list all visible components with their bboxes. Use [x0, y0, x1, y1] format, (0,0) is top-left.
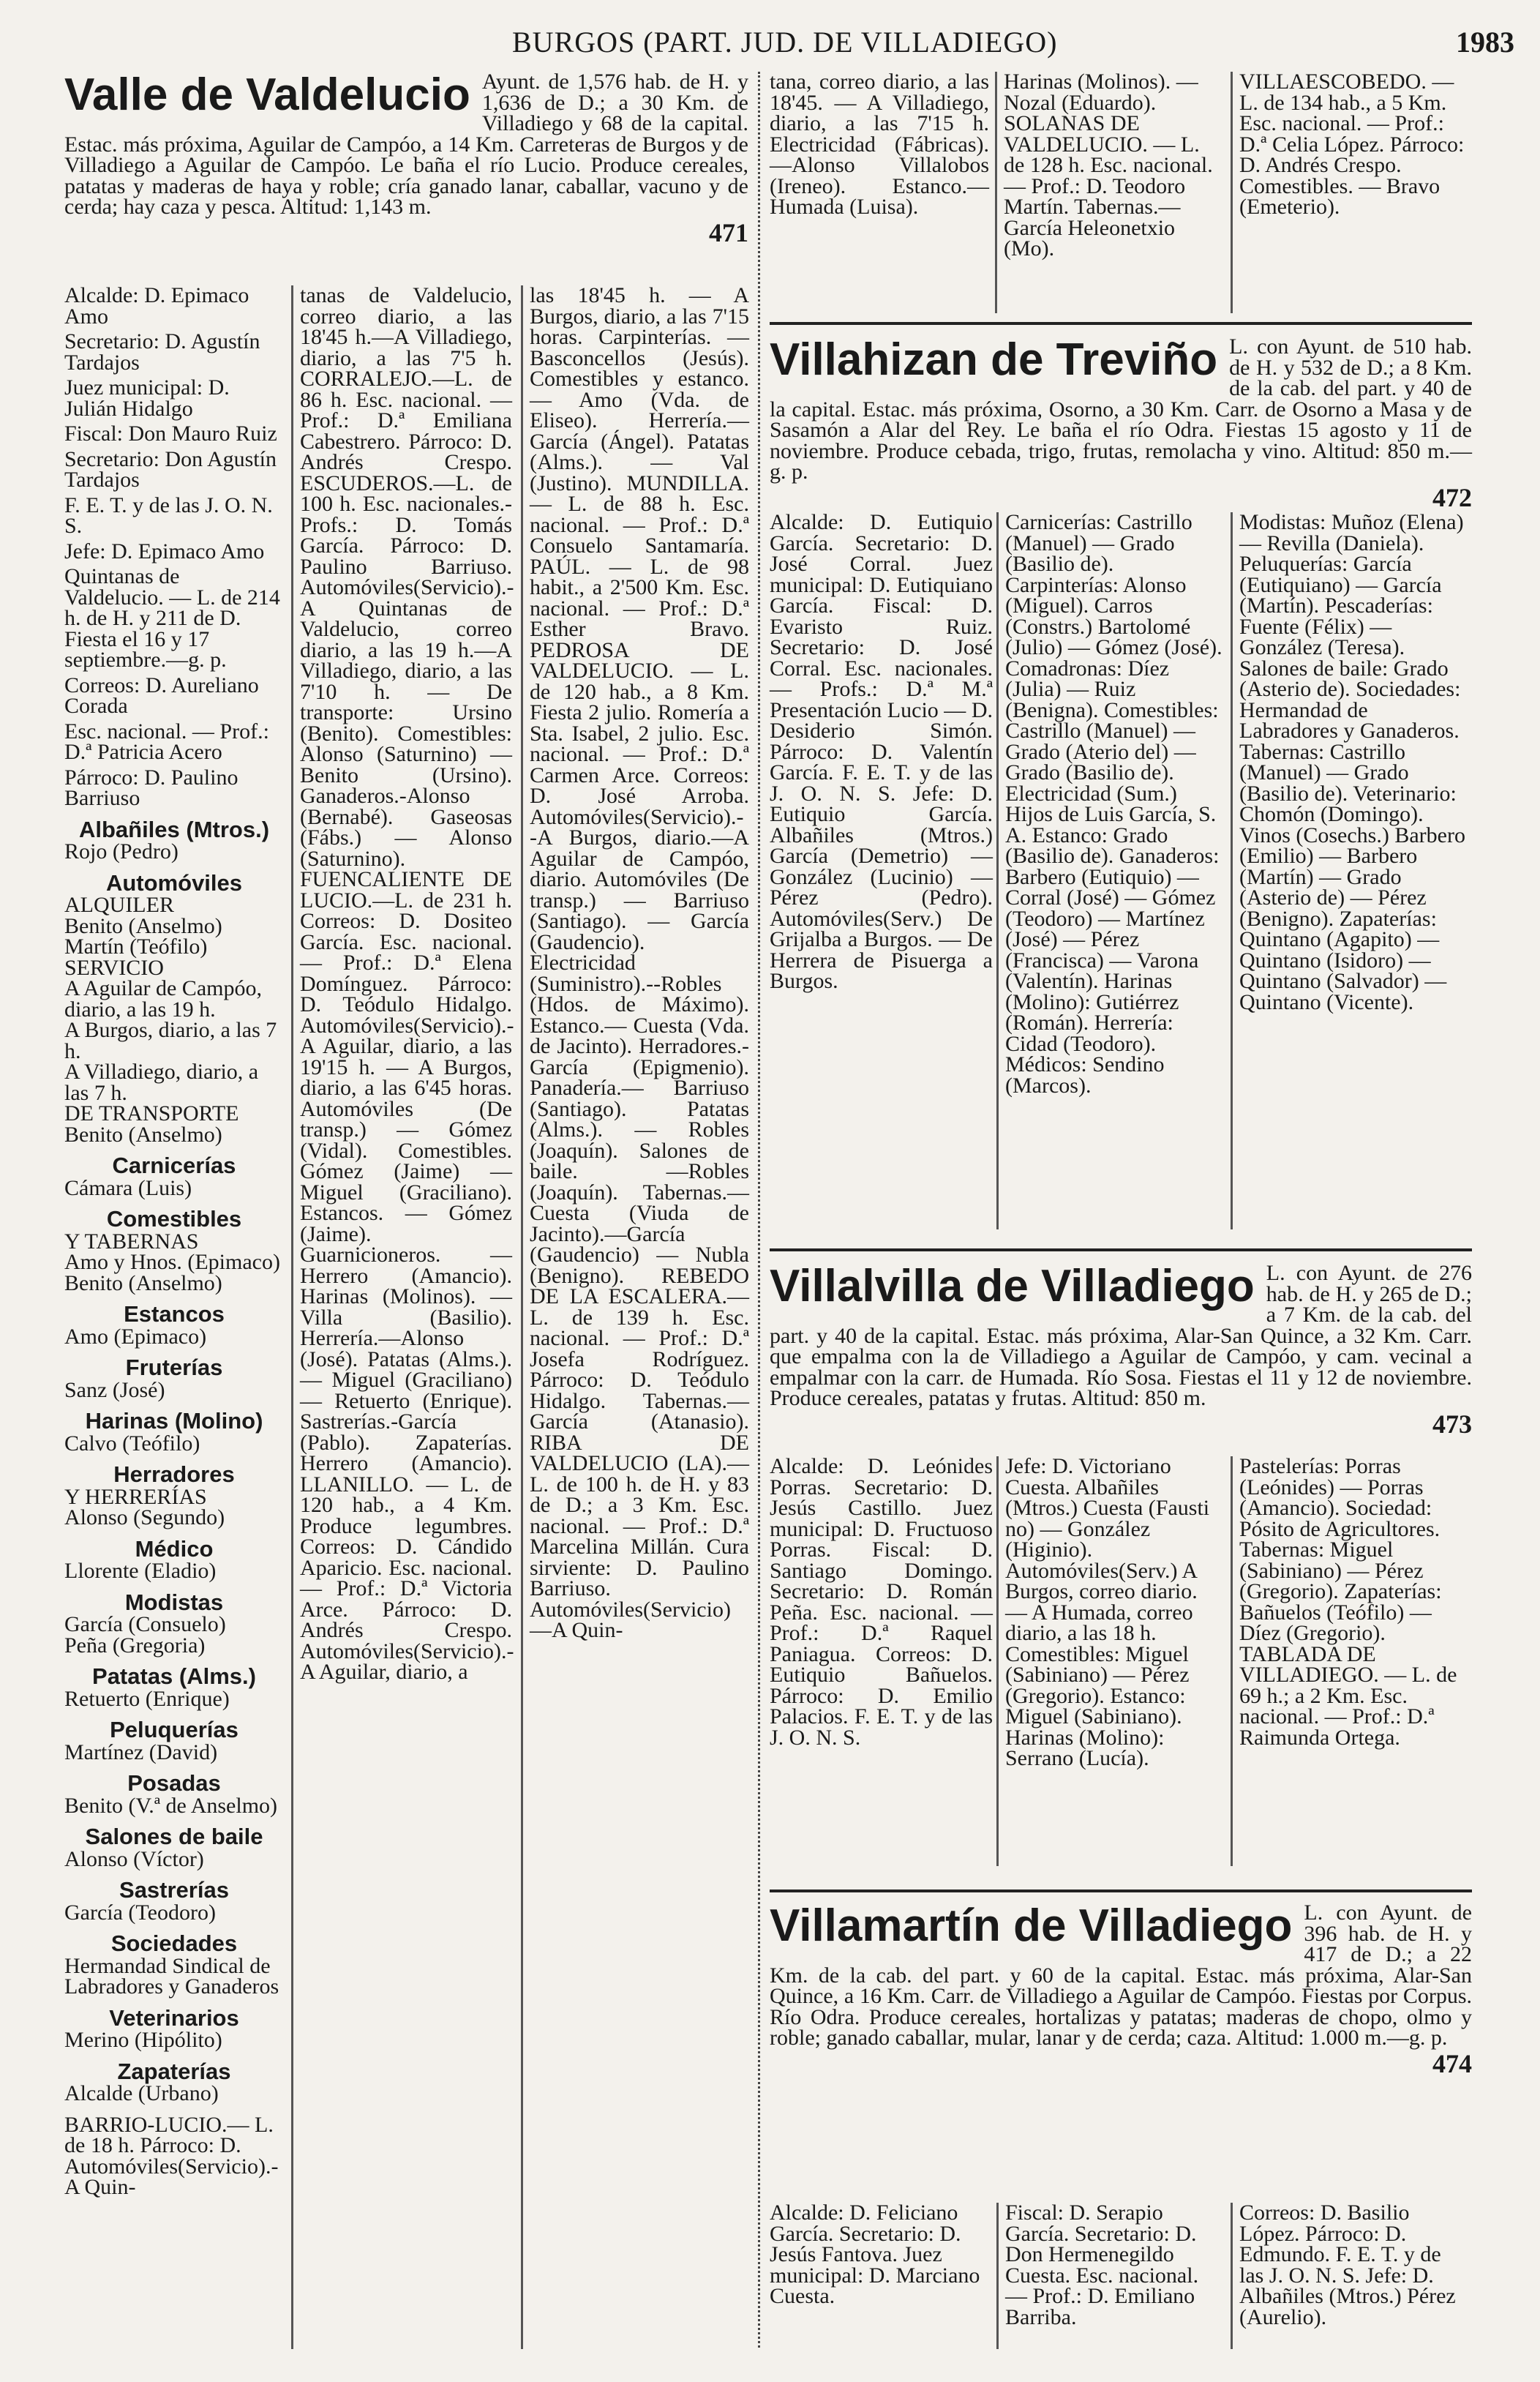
trade-entry: Alcalde (Urbano): [64, 2081, 219, 2105]
section-rule: [770, 1248, 1472, 1251]
villalvilla-title: Villalvilla de Villadiego: [770, 1261, 1255, 1311]
page-divider: [758, 72, 760, 2348]
valle-col4-text: tana, correo diario, a las 18'45. — A Villadiego, diario, a las 7'15 h. Electricidad (Fábricas).—Alonso Villalobos (Ireneo). Estanco.—Humada (Luisa).: [770, 70, 989, 219]
valle-col-6: [1239, 72, 1466, 222]
trade-heading: Médico: [135, 1535, 214, 1562]
trevino-col3-text: Modistas: Muñoz (Elena) — Revilla (Daniela). Peluquerías: García (Eutiquiano) — García (Martín). Pescaderías: Fuente (Félix) — González (Teresa). Salones de baile: Grado (Asterio de). Sociedades: Hermandad de Labradores y Ganaderos. Tabernas: Castrillo (Manuel) — Grado (Basilio de). Veterinario: Chomón (Domingo). Vinos (Cosechs.) Barbero (Emilio) — Barbero (Martín) — Grado (Asterio de) — Pérez (Benigno). Zapaterías: Quintano (Agapito) — Quintano (Isidoro) — Quintano (Salvador) — Quintano (Vicente).: [1239, 510, 1465, 1014]
valle-col-2: [300, 285, 512, 1688]
villalvilla-number: 473: [1432, 1409, 1472, 1439]
villalvilla-intro: L. con Ayunt. de 276 hab. de H. y 265 de D.; a 7 Km. de la cab. del part. y 40 de la capital. Estac. más próxima, Alar-San Quince, a 32 Km. Carr. que empalma con la de Villadiego a Aguilar de Campóo, y cam. vecinal a empalmar con la carr. de Humada. Río Sosa. Fiestas el 11 y 12 de noviembre. Produce cereales, patatas y frutas. Altitud: 850 m.: [770, 1261, 1472, 1410]
villamartin-title: Villamartín de Villadiego: [770, 1900, 1293, 1951]
valle-official-entry: Fiscal: Don Mauro Ruiz: [64, 422, 277, 446]
trade-entry: A Villadiego, diario, a las 7 h.: [64, 1060, 259, 1105]
trade-heading: Fruterías: [125, 1355, 223, 1380]
valle-official-entry: Jefe: D. Epimaco Amo: [64, 539, 265, 563]
villalvilla-col-1: [770, 1456, 993, 1753]
valle-col-4: [770, 72, 989, 222]
trade-heading: Sociedades: [110, 1930, 238, 1956]
villamartin-intro-block: [770, 1900, 1472, 2078]
col-divider: [521, 285, 523, 2349]
trade-entry: SERVICIO: [64, 955, 164, 980]
valle-title: Valle de Valdelucio: [64, 70, 470, 120]
col-divider: [1231, 512, 1233, 1229]
villalvilla-col3-text: Pastelerías: Porras (Leónides) — Porras (Amancio). Sociedad: Pósito de Agricultores. Tabernas: Miguel (Sabiniano) — Pérez (Gregorio). Zapaterías: Bañuelos (Teófilo) — Díez (Gregorio). TABLADA DE VILLADIEGO. — L. de 69 h.; a 2 Km. Esc. nacional. — Prof.: D.ª Raimunda Ortega.: [1239, 1454, 1457, 1750]
trade-entry: Y TABERNAS: [64, 1229, 199, 1254]
villalvilla-col-3: [1239, 1456, 1466, 1753]
trade-heading: Harinas (Molino): [85, 1408, 263, 1434]
valle-official-entry: Secretario: D. Agustín Tardajos: [64, 329, 260, 375]
trade-heading: Estancos: [124, 1301, 225, 1327]
trade-heading: Patatas (Alms.): [92, 1663, 256, 1689]
villamartin-intro: L. con Ayunt. de 396 hab. de H. y 417 de D.; a 22 Km. de la cab. del part. y 60 de la capital. Estac. más próxima, Alar-San Quince, a 16 Km. Carr. de Villadiego a Aguilar de Campóo. Fiestas por Corpus. Río Odra. Produce cereales, hortalizas y patatas; maderas de chopo, olmo y roble; ganado caballar, mular, lanar y de cerda; caza. Altitud: 1.000 m.—g. p.: [770, 1900, 1472, 2050]
trade-entry: A Aguilar de Campóo, diario, a las 19 h.: [64, 976, 262, 1022]
running-header: BURGOS (PART. JUD. DE VILLADIEGO): [512, 26, 1058, 59]
trevino-col-1: [770, 512, 993, 997]
valle-official-entry: Quintanas de Valdelucio. — L. de 214 h. de H. y 211 de D. Fiesta el 16 y 17 septiembre.—g. p.: [64, 564, 280, 672]
villamartin-col-1: [770, 2203, 993, 2312]
valle-official-entry: Juez municipal: D. Julián Hidalgo: [64, 375, 230, 421]
trade-entry: Y HERRERÍAS: [64, 1484, 207, 1509]
trade-heading: Veterinarios: [109, 2004, 239, 2031]
trade-heading: Albañiles (Mtros.): [78, 816, 270, 842]
trade-heading: Sastrerías: [119, 1877, 229, 1903]
valle-official-entry: F. E. T. y de las J. O. N. S.: [64, 492, 273, 538]
valle-number: 471: [709, 217, 748, 247]
trade-heading: Peluquerías: [110, 1717, 238, 1742]
valle-official-entry: Párroco: D. Paulino Barriuso: [64, 765, 238, 810]
villamartin-col2-text: Fiscal: D. Serapio García. Secretario: D. Don Hermenegildo Cuesta. Esc. nacional. — Prof.: D. Emiliano Barriba.: [1005, 2201, 1199, 2329]
trade-heading: Posadas: [127, 1770, 221, 1796]
trade-entry: Amo (Epimaco): [64, 1324, 207, 1349]
villalvilla-intro-block: [770, 1261, 1472, 1439]
col-divider: [996, 1456, 999, 1866]
trade-entry: Hermandad Sindical de Labradores y Ganaderos: [64, 1953, 279, 1999]
valle-col3-text: las 18'45 h. — A Burgos, diario, a las 7'15 horas. Carpinterías. — Basconcellos (Jesús). Comestibles y estanco. — Amo (Vda. de Eliseo). Herrería.— García (Ángel). Patatas (Alms.). — Val (Justino). MUNDILLA. — L. de 88 h. Esc. nacional. — Prof.: D.ª Consuelo Santamaría. PAÚL. — L. de 98 habit., a 2'500 Km. Esc. nacional. — Prof.: D.ª Esther Bravo. PEDROSA DE VALDELUCIO. — L. de 120 hab., a 8 Km. Fiesta 2 julio. Romería a Sta. Isabel, 2 julio. Esc. nacional. — Prof.: D.ª Carmen Arce. Correos: D. José Arroba. Automóviles(Servicio).--A Burgos, diario.—A Aguilar de Campóo, diario. Automóviles (De transp.) — Barriuso (Santiago). — García (Gaudencio). Electricidad (Suministro).--Robles (Hdos. de Máximo). Estanco.— Cuesta (Vda. de Jacinto). Herradores.-García (Epigmenio). Panadería.— Barriuso (Santiago). Patatas (Alms.). — Robles (Joaquín). Salones de baile. —Robles (Joaquín). Tabernas.—Cuesta (Viuda de Jacinto).—García (Gaudencio) — Nubla (Benigno). REBEDO DE LA ESCALERA.— L. de 139 h. Esc. nacional. — Prof.: D.ª Josefa Rodríguez. Párroco: D. Teódulo Hidalgo. Tabernas.— García (Atanasio). RIBA DE VALDELUCIO (LA).—L. de 100 h. de H. y 83 de D.; a 3 Km. Esc. nacional. — Prof.: D.ª Marcelina Millán. Cura sirviente: D. Paulino Barriuso. Automóviles(Servicio)—A Quin-: [530, 283, 749, 1642]
col-divider: [1231, 72, 1233, 313]
trade-heading: Zapaterías: [117, 2058, 231, 2084]
col-divider: [291, 285, 293, 2349]
trade-entry: DE TRANSPORTE: [64, 1101, 239, 1126]
trade-entry: Rojo (Pedro): [64, 839, 179, 864]
trade-entry: ALQUILER: [64, 893, 174, 917]
trade-entry: Merino (Hipólito): [64, 2028, 222, 2052]
trade-entry: Martín (Teófilo): [64, 935, 208, 959]
trade-entry: Peña (Gregoria): [64, 1633, 206, 1658]
trade-entry: García (Consuelo): [64, 1612, 226, 1636]
trade-entry: Alonso (Víctor): [64, 1846, 204, 1871]
trevino-col-3: [1239, 512, 1466, 1017]
trade-entry: García (Teodoro): [64, 1900, 216, 1925]
valle-official-entry: Alcalde: D. Epimaco Amo: [64, 283, 249, 329]
valle-col2-text: tanas de Valdelucio, correo diario, a las 18'45 h.—A Villadiego, diario, a las 7'5 h. CORRALEJO.—L. de 86 h. Esc. nacional. — Prof.: D.ª Emiliana Cabestrero. Párroco: D. Andrés Crespo. ESCUDEROS.—L. de 100 h. Esc. nacionales.- Profs.: D. Tomás García. Párroco: D. Paulino Barriuso. Automóviles(Servicio).-A Quintanas de Valdelucio, correo diario, a las 19 h.—A Villadiego, diario, a las 7'10 h. — De transporte: Ursino (Benito). Comestibles: Alonso (Saturnino) — Benito (Ursino). Ganaderos.-Alonso (Bernabé). Gaseosas (Fábs.) — Alonso (Saturnino). FUENCALIENTE DE LUCIO.—L. de 231 h. Correos: D. Dositeo García. Esc. nacional. — Prof.: D.ª Elena Domínguez. Párroco: D. Teódulo Hidalgo. Automóviles(Servicio).-A Aguilar, diario, a las 19'15 h. — A Burgos, diario, a las 6'45 horas. Automóviles (De transp.) — Gómez (Vidal). Comestibles. Gómez (Jaime) —Miguel (Graciliano). Estancos. — Gómez (Jaime). Guarnicioneros. — Herrero (Amancio). Harinas (Molinos). — Villa (Basilio). Herrería.—Alonso (José). Patatas (Alms.). — Miguel (Graciliano) — Retuerto (Enrique). Sastrerías.-García (Pablo). Zapaterías. Herrero (Amancio). LLANILLO. — L. de 120 hab., a 4 Km. Produce legumbres. Correos: D. Cándido Aparicio. Esc. nacional. — Prof.: D.ª Victoria Arce. Párroco: D. Andrés Crespo. Automóviles(Servicio).-A Aguilar, diario, a: [300, 283, 514, 1684]
valle-intro: Ayunt. de 1,576 hab. de H. y 1,636 de D.; a 30 Km. de Villadiego y 68 de la capital. Estac. más próxima, Aguilar de Campóo, a 14 Km. Carreteras de Burgos y de Villadiego a Aguilar de Campóo. Le baña el río Lucio. Produce cereales, patatas y maderas de haya y roble; cría ganado lanar, caballar, vacuno y de cerda; hay caza y pesca. Altitud: 1,143 m.: [64, 70, 748, 219]
col-divider: [1231, 1456, 1233, 1866]
trevino-col2-text: Carnicerías: Castrillo (Manuel) — Grado (Basilio de). Carpinterías: Alonso (Miguel). Carros (Constrs.) Bartolomé (Julio) — Gómez (José). Comadronas: Díez (Julia) — Ruiz (Benigna). Comestibles: Castrillo (Manuel) — Grado (Aterio del) — Grado (Basilio de). Electricidad (Sum.) Hijos de Luis García, S. A. Estanco: Grado (Basilio de). Ganaderos: Barbero (Eutiquio) — Corral (José) — Gómez (Teodoro) — Martínez (José) — Pérez (Francisca) — Varona (Valentín). Harinas (Molino): Gutiérrez (Román). Herrería: Cidad (Teodoro). Médicos: Sendino (Marcos).: [1005, 510, 1222, 1098]
trade-heading: Carnicerías: [112, 1153, 236, 1178]
villamartin-number: 474: [1432, 2048, 1472, 2078]
barrio-lucio: BARRIO-LUCIO.— L. de 18 h. Párroco: D. Automóviles(Servicio).-A Quin-: [64, 2112, 279, 2199]
valle-col-1: [64, 285, 284, 2203]
trade-entry: Benito (V.ª de Anselmo): [64, 1793, 278, 1818]
valle-col5-text: Harinas (Molinos). — Nozal (Eduardo). SOLANAS DE VALDELUCIO. — L. de 128 h. Esc. nacional. — Prof.: D. Teodoro Martín. Tabernas.—García Heleonetxio (Mo).: [1004, 70, 1213, 261]
trade-entry: Calvo (Teófilo): [64, 1431, 200, 1456]
valle-col-3: [530, 285, 749, 1646]
valle-official-entry: Esc. nacional. — Prof.: D.ª Patricia Acero: [64, 719, 269, 764]
section-rule: [770, 322, 1472, 325]
villamartin-col1-text: Alcalde: D. Feliciano García. Secretario: D. Jesús Fantova. Juez municipal: D. Marciano Cuesta.: [770, 2201, 980, 2308]
trade-heading: Comestibles: [106, 1206, 242, 1232]
trade-entry: Sanz (José): [64, 1377, 165, 1402]
trevino-number: 472: [1432, 482, 1472, 512]
valle-col6-text: VILLAESCOBEDO. — L. de 134 hab., a 5 Km. Esc. nacional. — Prof.: D.ª Celia López. Párroco: D. Andrés Crespo. Comestibles. — Bravo (Emeterio).: [1239, 70, 1465, 219]
trade-entry: A Burgos, diario, a las 7 h.: [64, 1018, 277, 1063]
col-divider: [996, 2203, 999, 2349]
valle-official-entry: Secretario: Don Agustín Tardajos: [64, 446, 277, 492]
trade-entry: Amo y Hnos. (Epimaco): [64, 1250, 280, 1274]
villalvilla-col2-text: Jefe: D. Victoriano Cuesta. Albañiles (Mtros.) Cuesta (Fausti no) — González (Higinio). Automóviles(Serv.) A Burgos, correo diario. — A Humada, correo diario, a las 18 h. Comestibles: Miguel (Sabiniano) — Pérez (Gregorio). Estanco: Miguel (Sabiniano). Harinas (Molino): Serrano (Lucía).: [1005, 1454, 1210, 1770]
trevino-intro: L. con Ayunt. de 510 hab. de H. y 532 de D.; a 8 Km. de la cab. del part. y 40 de la capital. Estac. más próxima, Osorno, a 30 Km. Carr. de Osorno a Masa y de Sasamón a Alar del Rey. Le baña el río Odra. Fiestas 15 agosto y 11 de noviembre. Produce cebada, trigo, frutas, remolacha y vino. Altitud: 850 m.—g. p.: [770, 334, 1472, 484]
trade-entry: Martínez (David): [64, 1739, 218, 1764]
trevino-title: Villahizan de Treviño: [770, 334, 1218, 385]
page-header: [0, 20, 1540, 64]
villamartin-col-2: [1005, 2203, 1225, 2332]
trevino-col1-text: Alcalde: D. Eutiquio García. Secretario: D. José Corral. Juez municipal: D. Eutiquiano García. Fiscal: D. Evaristo Ruiz. Secretario: D. José Corral. Esc. nacionales. — Profs.: D.ª M.ª Presentación Lucio — D. Desiderio Simón. Párroco: D. Valentín García. F. E. T. y de las J. O. N. S. Jefe: D. Eutiquio García. Albañiles (Mtros.) García (Demetrio) — González (Lucinio) — Pérez (Pedro). Automóviles(Serv.) De Grijalba a Burgos. — De Herrera de Pisuerga a Burgos.: [770, 510, 993, 993]
valle-col-5: [1004, 72, 1223, 264]
trade-entry: Alonso (Segundo): [64, 1505, 225, 1529]
villamartin-col-3: [1239, 2203, 1466, 2332]
valle-intro-block: [64, 70, 748, 247]
trevino-col-2: [1005, 512, 1225, 1101]
trade-heading: Automóviles: [105, 869, 243, 896]
trade-entry: Benito (Anselmo): [64, 913, 222, 938]
section-rule: [770, 1890, 1472, 1892]
villamartin-col3-text: Correos: D. Basilio López. Párroco: D. Edmundo. F. E. T. y de las J. O. N. S. Jefe: D. Albañiles (Mtros.) Pérez (Aurelio).: [1239, 2201, 1456, 2329]
trevino-intro-block: [770, 334, 1472, 512]
col-divider: [995, 72, 997, 313]
trade-entry: Benito (Anselmo): [64, 1122, 222, 1147]
trade-heading: Modistas: [124, 1589, 224, 1615]
trade-entry: Cámara (Luis): [64, 1175, 192, 1200]
col-divider: [1231, 2203, 1233, 2349]
trade-entry: Retuerto (Enrique): [64, 1686, 230, 1711]
trade-heading: Salones de baile: [85, 1824, 263, 1849]
col-divider: [996, 512, 999, 1229]
trade-heading: Herradores: [113, 1461, 235, 1487]
trade-entry: Benito (Anselmo): [64, 1270, 222, 1295]
villalvilla-col-2: [1005, 1456, 1225, 1774]
page-number: 1983: [1456, 26, 1514, 59]
valle-official-entry: Correos: D. Aureliano Corada: [64, 673, 259, 718]
trade-entry: Llorente (Eladio): [64, 1559, 217, 1583]
villalvilla-col1-text: Alcalde: D. Leónides Porras. Secretario: D. Jesús Castillo. Juez municipal: D. Fructuoso Porras. Fiscal: D. Santiago Domingo. Secretario: D. Román Peña. Esc. nacional. — Prof.: D.ª Raquel Paniagua. Correos: D. Eutiquio Bañuelos. Párroco: D. Emilio Palacios. F. E. T. y de las J. O. N. S.: [770, 1454, 993, 1750]
